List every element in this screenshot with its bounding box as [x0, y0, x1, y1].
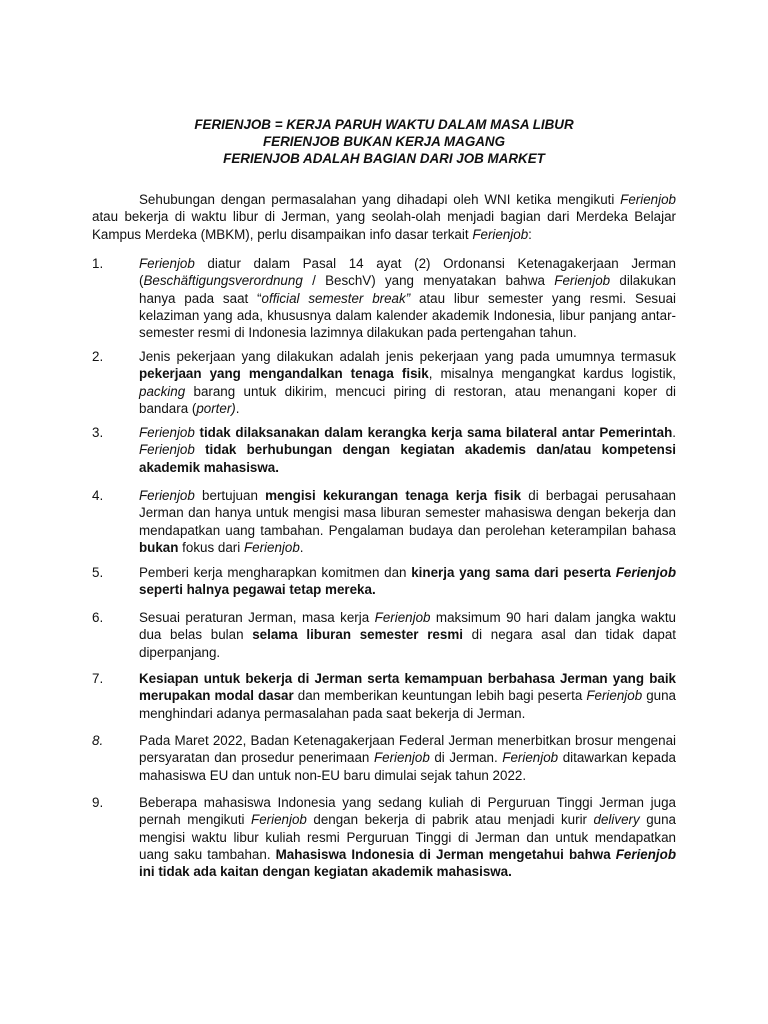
text-run: tidak dilaksanakan dalam kerangka kerja sama bilateral antar Pemerintah — [194, 425, 673, 440]
text-run: guna menghindari adanya permasalahan pada saat bekerja di Jerman. — [139, 688, 677, 721]
text-run: Beberapa mahasiswa Indonesia yang sedang kuliah di Perguruan Tinggi Jerman juga pernah mengikuti — [139, 795, 676, 828]
text-run: Ferienjob — [554, 273, 611, 289]
text-run: dilakukan hanya pada saat “ — [139, 273, 676, 306]
text-run: pekerjaan yang mengandalkan tenaga fisik — [139, 366, 429, 382]
text-run: maksimum 90 hari dalam jangka waktu dua belas bulan — [139, 610, 676, 643]
text-run: Ferienjob — [374, 610, 431, 625]
list-item-text — [139, 609, 676, 661]
text-run: Ferienjob — [139, 442, 195, 458]
list-item-text — [139, 564, 676, 599]
text-run: dengan bekerja di pabrik atau menjadi kurir — [306, 812, 594, 828]
list-item-7 — [92, 670, 676, 722]
list-number: 5. — [92, 565, 104, 580]
text-run: : — [528, 226, 532, 242]
text-run: Ferienjob — [373, 750, 430, 766]
list-item-text — [139, 487, 676, 556]
text-run: barang untuk dikirim, mencuci piring di restoran, atau menangani koper di bandara ( — [139, 383, 676, 416]
text-run: Ferienjob — [251, 812, 307, 828]
text-run: Ferienjob — [243, 539, 300, 555]
text-run: Ferienjob — [139, 256, 195, 271]
list-item-text — [139, 424, 676, 476]
text-run: di berbagai perusahaan Jerman dan hanya untuk mengisi masa liburan semester mahasiswa dengan bekerja dan mendapatkan uang tambahan. Pengalaman budaya dan perolehan keterampilan bahasa — [139, 488, 677, 538]
text-run: Mahasiswa Indonesia di Jerman mengetahui bahwa — [275, 846, 616, 862]
text-run: ditawarkan kepada mahasiswa EU dan untuk non-EU baru dimulai sejak tahun 2022. — [139, 750, 676, 783]
list-item-8 — [92, 732, 676, 784]
text-run: Pada Maret 2022, Badan Ketenagakerjaan Federal Jerman menerbitkan brosur mengenai persyaratan dan prosedur penerimaan — [139, 733, 676, 766]
list-item-4 — [92, 487, 676, 556]
text-run: kinerja yang sama dari peserta — [411, 565, 616, 580]
text-run: selama liburan semester resmi — [252, 627, 463, 643]
text-run: atau bekerja di waktu libur di Jerman, yang seolah-olah menjadi bagian dari Merdeka Belajar Kampus Merdeka (MBKM), perlu disampaikan info dasar terkait — [92, 209, 676, 242]
text-run: seperti halnya pegawai tetap mereka. — [139, 582, 376, 598]
text-run: . — [672, 425, 676, 440]
text-run: Sesuai peraturan Jerman, masa kerja — [139, 610, 375, 625]
text-run: di negara asal dan tidak dapat diperpanjang. — [139, 627, 676, 660]
list-number: 4. — [92, 488, 104, 503]
list-number: 7. — [92, 671, 104, 686]
text-run: / BeschV) yang menyatakan bahwa — [302, 273, 555, 289]
text-run: Ferienjob — [615, 565, 676, 580]
text-run: Ferienjob — [139, 488, 195, 503]
list-item-text — [139, 670, 676, 722]
text-run: guna mengisi waktu libur kuliah resmi Perguruan Tinggi di Jerman dan untuk mendapatkan uang saku tambahan. — [139, 812, 676, 862]
list-number: 1. — [92, 256, 104, 271]
list-item-text — [139, 255, 676, 341]
intro-paragraph — [92, 191, 676, 243]
text-run: porter) — [196, 400, 236, 416]
text-run: . — [235, 400, 240, 416]
list-item-5 — [92, 564, 676, 599]
text-run: atau libur semester yang resmi. Sesuai kelaziman yang ada, khususnya dalam kalender akademik Indonesia, libur panjang antar-semester resmi di Indonesia lazimnya dilakukan pada pertengahan tahun. — [139, 290, 676, 341]
title-line-1: FERIENJOB = KERJA PARUH WAKTU DALAM MASA LIBUR — [194, 117, 574, 132]
list-item-text — [139, 794, 676, 880]
text-run: di Jerman. — [429, 750, 503, 766]
text-run: , misalnya mengangkat kardus logistik, — [428, 366, 676, 382]
list-number: 9. — [92, 795, 104, 810]
text-run: ini tidak ada kaitan dengan kegiatan akademik mahasiswa. — [139, 864, 512, 880]
text-run: Kesiapan untuk bekerja di Jerman serta kemampuan berbahasa Jerman yang baik merupakan modal dasar — [139, 671, 676, 704]
text-run: . — [299, 539, 304, 555]
text-run: Sehubungan dengan permasalahan yang dihadapi oleh WNI ketika mengikuti — [139, 192, 621, 207]
list-item-1 — [92, 255, 676, 341]
text-run: Ferienjob — [502, 750, 559, 766]
list-number: 2. — [92, 349, 104, 364]
list-item-2 — [92, 348, 676, 417]
text-run: bukan — [139, 539, 179, 555]
text-run: Ferienjob — [472, 226, 529, 242]
text-run: mengisi kekurangan tenaga kerja fisik — [265, 488, 522, 503]
list-item-3 — [92, 424, 676, 476]
text-run: fokus dari — [178, 539, 244, 555]
list-item-text — [139, 732, 676, 784]
list-number: 8. — [92, 733, 104, 748]
text-run: packing — [139, 383, 186, 399]
text-run: Ferienjob — [620, 192, 676, 207]
title-line-3: FERIENJOB ADALAH BAGIAN DARI JOB MARKET — [223, 151, 545, 166]
text-run: bertujuan — [194, 488, 266, 503]
title-line-2: FERIENJOB BUKAN KERJA MAGANG — [262, 134, 506, 149]
list-item-text — [139, 348, 676, 417]
text-run: Ferienjob — [586, 688, 643, 704]
text-run: Ferienjob — [615, 846, 676, 862]
text-run: delivery — [593, 812, 640, 828]
text-run: Ferienjob — [139, 425, 195, 440]
document-title-block — [92, 116, 676, 167]
text-run: dan memberikan keuntungan lebih bagi peserta — [293, 688, 587, 704]
text-run: Jenis pekerjaan yang dilakukan adalah jenis pekerjaan yang pada umumnya termasuk — [139, 349, 676, 364]
list-item-6 — [92, 609, 676, 661]
text-run: Beschäftigungsverordnung — [143, 273, 303, 289]
list-item-9 — [92, 794, 676, 880]
list-number: 3. — [92, 425, 104, 440]
list-number: 6. — [92, 610, 104, 625]
text-run: Pemberi kerja mengharapkan komitmen dan — [139, 565, 412, 580]
text-run: official semester break” — [261, 290, 411, 306]
text-run: diatur dalam Pasal 14 ayat (2) Ordonansi Ketenagakerjaan Jerman ( — [139, 256, 676, 289]
text-run: tidak berhubungan dengan kegiatan akademis dan/atau kompetensi akademik mahasiswa. — [139, 442, 676, 475]
